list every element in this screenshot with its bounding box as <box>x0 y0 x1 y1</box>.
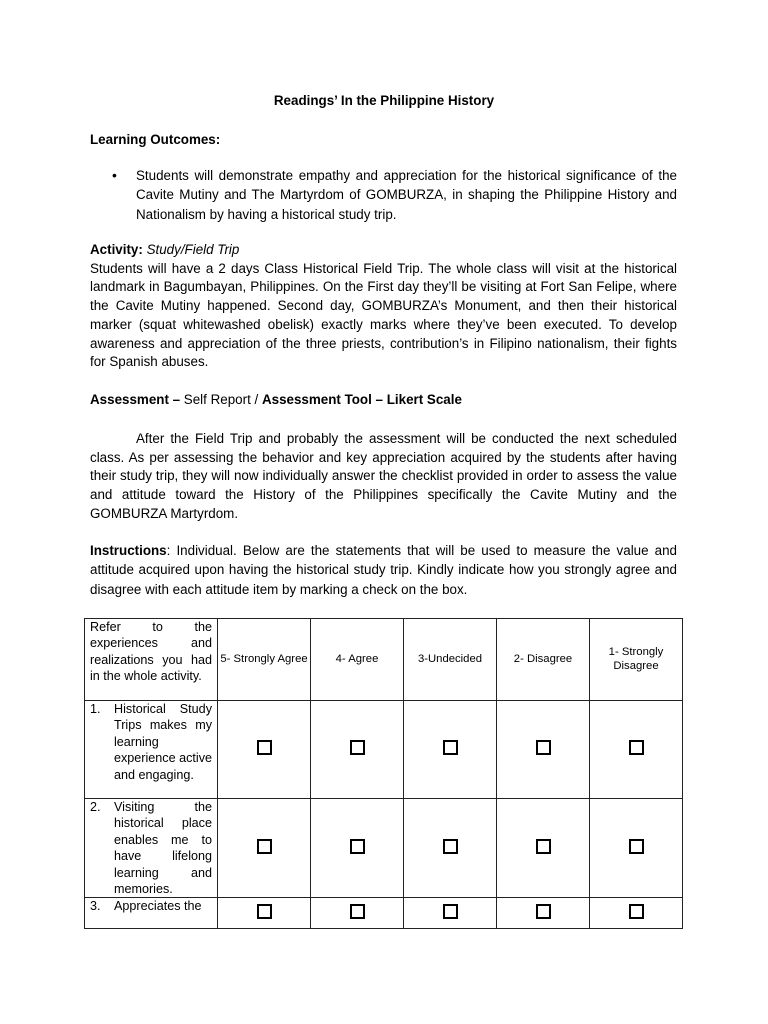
item-number: 3. <box>90 899 101 914</box>
activity-label: Activity: <box>90 242 143 257</box>
scale-3: 3-Undecided <box>404 619 497 701</box>
checkbox-2[interactable] <box>536 740 551 755</box>
checkbox-2[interactable] <box>536 839 551 854</box>
activity-text: Students will have a 2 days Class Historical Field Trip. The whole class will visit at the historical landmark in Bagumbayan, Philippines. On the First day they’ll be visiting at Fort San Felipe, where the Cavite Mutiny happened. Second day, GOMBURZA’s Monument, and then their historical marker (squat whitewashed obelisk) exactly marks where they’ve been executed. To develop awareness and appreciation of the three priests, contribution’s in Filipino nationalism, their fights for Spanish abuses. <box>90 260 677 370</box>
checkbox-4[interactable] <box>350 839 365 854</box>
item-text: Historical Study Trips makes my learning experience active and engaging. <box>114 702 213 782</box>
instructions-text: : Individual. Below are the statements that will be used to measure the value and attitude acquired upon having the historical study trip. Kindly indicate how you strongly agree and disagree with each attitude item by marking a check on the box. <box>90 543 677 597</box>
table-row <box>85 799 683 898</box>
item-cell <box>85 898 218 929</box>
bullet-icon: • <box>112 167 117 183</box>
item-text: Visiting the historical place enables me to have lifelong learning and memories. <box>114 800 212 897</box>
scale-1: 1- Strongly Disagree <box>590 619 683 701</box>
document-title: Readings’ In the Philippine History <box>273 93 495 108</box>
checkbox-1[interactable] <box>629 839 644 854</box>
table-header-row <box>85 619 683 701</box>
checkbox-3[interactable] <box>443 904 458 919</box>
item-cell <box>85 701 218 799</box>
scale-4: 4- Agree <box>311 619 404 701</box>
learning-outcomes-heading: Learning Outcomes: <box>90 132 221 147</box>
activity-section <box>90 241 677 372</box>
item-cell <box>85 799 218 898</box>
learning-outcome-bullet: Students will demonstrate empathy and appreciation for the historical significance of the Cavite Mutiny and The Martyrdom of GOMBURZA, in shaping the Philippine History and Nationalism by having a historical study trip. <box>136 168 677 222</box>
checkbox-5[interactable] <box>257 740 272 755</box>
assessment-label: Assessment – <box>90 392 181 407</box>
header-prompt: Refer to the experiences and realizations you had in the whole activity. <box>85 619 218 701</box>
scale-2: 2- Disagree <box>497 619 590 701</box>
item-number: 2. <box>90 800 101 814</box>
assessment-value: Self Report / <box>180 392 262 407</box>
table-row <box>85 701 683 799</box>
checkbox-3[interactable] <box>443 740 458 755</box>
assessment-heading <box>90 391 677 410</box>
scale-5: 5- Strongly Agree <box>218 619 311 701</box>
assessment-text: After the Field Trip and probably the assessment will be conducted the next scheduled class. As per assessing the behavior and key appreciation acquired by the students after having their study trip, they will now individually answer the checklist provided in order to assess the value and attitude toward the History of the Philippines specifically the Cavite Mutiny and the GOMBURZA Martyrdom. <box>90 431 677 521</box>
instructions-label: Instructions <box>90 543 167 558</box>
checkbox-5[interactable] <box>257 839 272 854</box>
table-row <box>85 898 683 929</box>
likert-table <box>84 618 683 929</box>
activity-value: Study/Field Trip <box>146 242 240 257</box>
checkbox-5[interactable] <box>257 904 272 919</box>
checkbox-3[interactable] <box>443 839 458 854</box>
assessment-tool: Assessment Tool – Likert Scale <box>261 392 462 407</box>
checkbox-1[interactable] <box>629 904 644 919</box>
checkbox-1[interactable] <box>629 740 644 755</box>
instructions <box>90 541 677 599</box>
checkbox-4[interactable] <box>350 740 365 755</box>
item-number: 1. <box>90 702 101 716</box>
checkbox-4[interactable] <box>350 904 365 919</box>
checkbox-2[interactable] <box>536 904 551 919</box>
item-text: Appreciates the <box>114 899 202 914</box>
